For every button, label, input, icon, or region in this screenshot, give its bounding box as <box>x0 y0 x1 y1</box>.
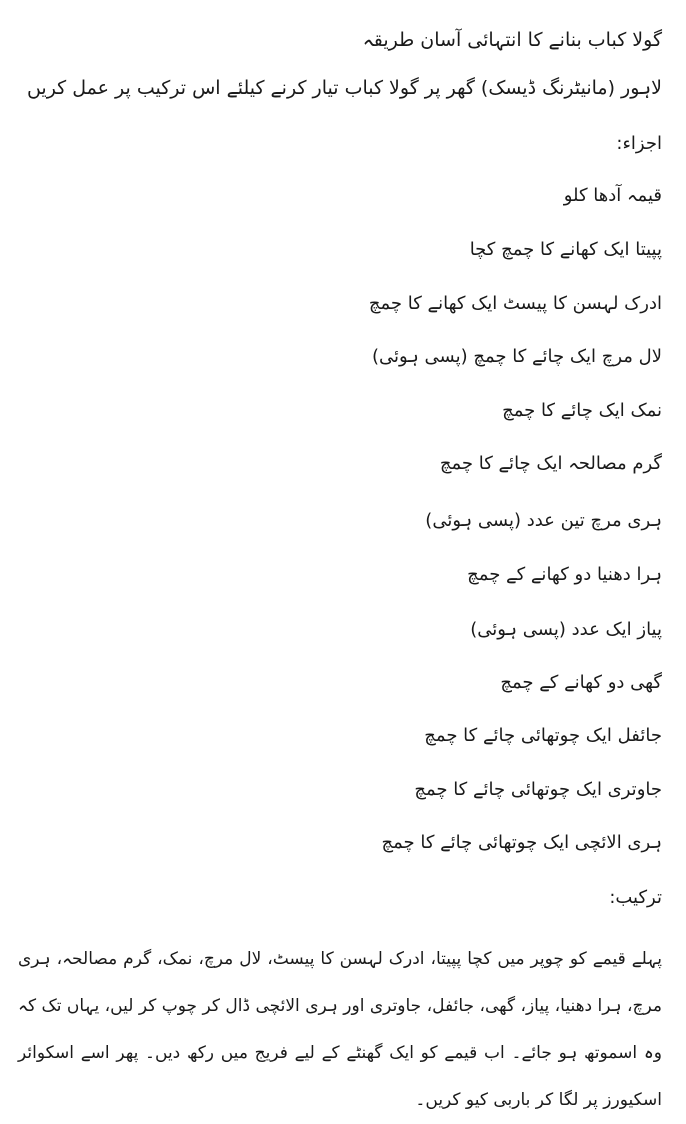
ingredient-item: جاوتری ایک چوتھائی چائے کا چمچ <box>414 779 662 800</box>
ingredient-item: لال مرچ ایک چائے کا چمچ (پسی ہوئی) <box>371 346 662 367</box>
ingredient-item: جائفل ایک چوتھائی چائے کا چمچ <box>424 725 662 746</box>
ingredient-item: ہری الائچی ایک چوتھائی چائے کا چمچ <box>381 832 662 853</box>
ingredient-item: ہری مرچ تین عدد (پسی ہوئی) <box>425 510 662 531</box>
ingredient-item: ادرک لہسن کا پیسٹ ایک کھانے کا چمچ <box>368 293 662 314</box>
article-intro: لاہور (مانیٹرنگ ڈیسک) گھر پر گولا کباب تیار کرنے کیلئے اس ترکیب پر عمل کریں <box>26 77 662 99</box>
ingredient-item: قیمہ آدھا کلو <box>563 185 662 206</box>
ingredient-item: گرم مصالحہ ایک چائے کا چمچ <box>439 453 662 474</box>
ingredient-item: نمک ایک چائے کا چمچ <box>502 400 662 421</box>
method-heading: ترکیب: <box>609 887 662 908</box>
ingredient-item: گھی دو کھانے کے چمچ <box>500 672 662 693</box>
article-title: گولا کباب بنانے کا انتہائی آسان طریقہ <box>362 29 662 51</box>
ingredients-heading: اجزاء: <box>616 133 662 154</box>
ingredient-item: ہرا دھنیا دو کھانے کے چمچ <box>467 564 662 585</box>
ingredient-item: پپیتا ایک کھانے کا چمچ کچا <box>469 239 662 260</box>
ingredient-item: پیاز ایک عدد (پسی ہوئی) <box>470 619 662 640</box>
method-paragraph: پہلے قیمے کو چوپر میں کچا پپیتا، ادرک لہسن کا پیسٹ، لال مرچ، نمک، گرم مصالحہ، ہری مرچ، ہرا دھنیا، پیاز، گھی، جائفل، جاوتری اور ہری الائچی ڈال کر چوپ کر لیں، یہاں تک کہ وہ اسموتھ ہو جائے۔ اب قیمے کو ایک گھنٹے کے لیے فریج میں رکھ دیں۔ پھر اسے اسکوائر اسکیورز پر لگا کر باربی کیو کریں۔ <box>18 949 662 1110</box>
